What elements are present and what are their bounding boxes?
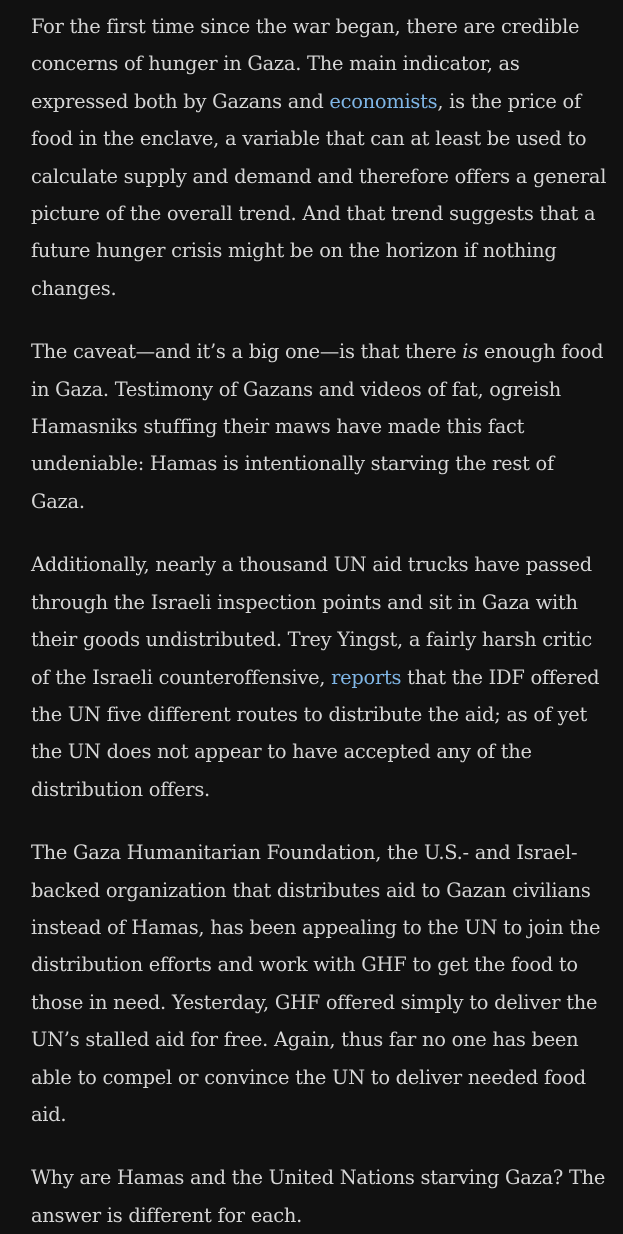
article-body — [31, 8, 609, 1234]
paragraph-un-aid-trucks — [31, 546, 609, 808]
paragraph-text: The Gaza Humanitarian Foundation, the U.S.- and Israel-backed organization that distributes aid to Gazan civilians instead of Hamas, has been appealing to the UN to join the distribution efforts and work with GHF to get the food to those in need. Yesterday, GHF offered simply to deliver the UN’s stalled aid for free. Again, thus far no one has been able to compel or convince the UN to deliver needed food aid. — [31, 841, 601, 1126]
paragraph-hunger-concerns — [31, 8, 609, 307]
emphasis-is: is — [462, 340, 478, 364]
economists-link[interactable]: economists — [329, 89, 438, 113]
paragraph-text: that the IDF offered the UN five different routes to distribute the aid; as of yet the UN does not appear to have accepted any of the distribution offers. — [31, 665, 600, 801]
paragraph-text: For the first time since the war began, there are credible concerns of hunger in Gaza. The main indicator, as expressed both by Gazans and — [31, 15, 580, 113]
paragraph-text: Why are Hamas and the United Nations starving Gaza? The answer is different for each. — [31, 1166, 606, 1227]
paragraph-text: , is the price of food in the enclave, a variable that can at least be used to calculate supply and demand and therefore offers a general picture of the overall trend. And that trend suggests that a future hunger crisis might be on the horizon if nothing changes. — [31, 89, 607, 300]
paragraph-ghf — [31, 834, 609, 1133]
paragraph-text: enough food in Gaza. Testimony of Gazans and videos of fat, ogreish Hamasniks stuffing their maws have made this fact undeniable: Hamas is intentionally starving the rest of Gaza. — [31, 340, 604, 513]
paragraph-text: Additionally, nearly a thousand UN aid trucks have passed through the Israeli inspection points and sit in Gaza with their goods undistributed. Trey Yingst, a fairly harsh critic of the Israeli counteroffensive, — [31, 553, 592, 689]
paragraph-text: The caveat—and it’s a big one—is that there — [31, 340, 463, 364]
reports-link[interactable]: reports — [331, 665, 402, 689]
paragraph-caveat — [31, 333, 609, 520]
paragraph-question — [31, 1159, 609, 1234]
